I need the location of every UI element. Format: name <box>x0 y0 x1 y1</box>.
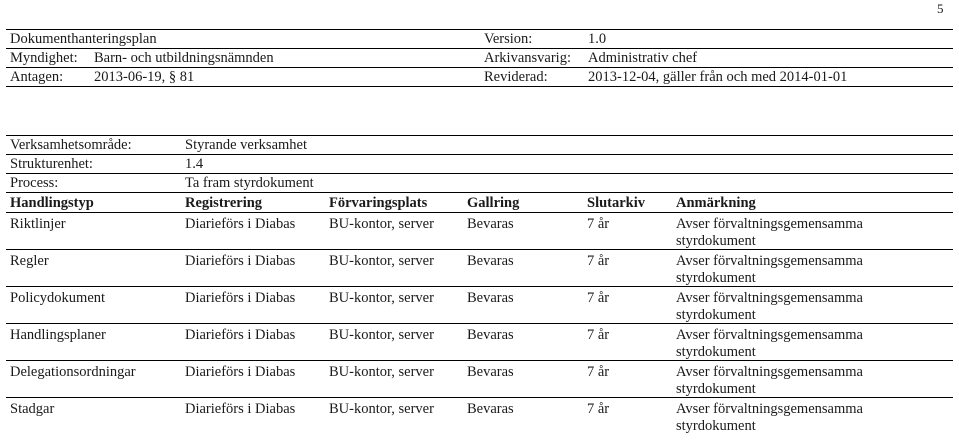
cell-anmarkning-line2: styrdokument <box>676 344 756 360</box>
meta-row-antagen <box>6 68 953 87</box>
info-row-verksamhetsomrade <box>6 135 953 155</box>
cell-handlingstyp: Regler <box>10 253 49 269</box>
cell-forvaringsplats: BU-kontor, server <box>329 364 434 380</box>
table-row <box>6 213 953 250</box>
cell-forvaringsplats: BU-kontor, server <box>329 327 434 343</box>
cell-gallring: Bevaras <box>467 364 514 380</box>
page-number: 5 <box>937 1 944 16</box>
cell-gallring: Bevaras <box>467 216 514 232</box>
cell-registrering: Diarieförs i Diabas <box>185 216 296 232</box>
cell-forvaringsplats: BU-kontor, server <box>329 253 434 269</box>
table-header <box>6 193 953 213</box>
cell-slutarkiv: 7 år <box>587 253 610 269</box>
meta-row-plan <box>6 29 953 49</box>
table-row <box>6 398 953 434</box>
document-meta-table <box>6 29 953 87</box>
cell-anmarkning-line1: Avser förvaltningsgemensamma <box>676 253 863 269</box>
meta-row-myndighet <box>6 49 953 68</box>
table-row <box>6 361 953 398</box>
column-header-anmarkning: Anmärkning <box>676 195 756 211</box>
meta-label-version: Version: <box>484 31 533 47</box>
cell-slutarkiv: 7 år <box>587 216 610 232</box>
cell-registrering: Diarieförs i Diabas <box>185 401 296 417</box>
column-header-registrering: Registrering <box>185 195 263 211</box>
info-row-process <box>6 174 953 193</box>
process-value: Ta fram styrdokument <box>185 175 314 191</box>
meta-value-antagen: 2013-06-19, § 81 <box>94 69 195 85</box>
cell-gallring: Bevaras <box>467 290 514 306</box>
strukturenhet-value: 1.4 <box>185 156 204 172</box>
records-table <box>6 135 953 434</box>
cell-slutarkiv: 7 år <box>587 327 610 343</box>
cell-anmarkning-line1: Avser förvaltningsgemensamma <box>676 290 863 306</box>
cell-anmarkning-line2: styrdokument <box>676 307 756 323</box>
meta-value-reviderad: 2013-12-04, gäller från och med 2014-01-01 <box>588 69 848 85</box>
cell-gallring: Bevaras <box>467 253 514 269</box>
cell-anmarkning-line2: styrdokument <box>676 233 756 249</box>
cell-registrering: Diarieförs i Diabas <box>185 253 296 269</box>
verksamhetsomrade-value: Styrande verksamhet <box>185 137 308 153</box>
cell-anmarkning-line1: Avser förvaltningsgemensamma <box>676 216 863 232</box>
cell-handlingstyp: Stadgar <box>10 401 55 417</box>
cell-anmarkning-line2: styrdokument <box>676 270 756 286</box>
table-row <box>6 250 953 287</box>
meta-label-myndighet: Myndighet: <box>10 50 78 66</box>
meta-value-arkivansvarig: Administrativ chef <box>588 50 698 66</box>
cell-anmarkning-line1: Avser förvaltningsgemensamma <box>676 327 863 343</box>
meta-value-version: 1.0 <box>588 31 607 47</box>
meta-label-arkivansvarig: Arkivansvarig: <box>484 50 571 66</box>
cell-registrering: Diarieförs i Diabas <box>185 364 296 380</box>
meta-label-antagen: Antagen: <box>10 69 64 85</box>
cell-forvaringsplats: BU-kontor, server <box>329 290 434 306</box>
cell-registrering: Diarieförs i Diabas <box>185 290 296 306</box>
cell-gallring: Bevaras <box>467 327 514 343</box>
table-row <box>6 324 953 361</box>
column-header-slutarkiv: Slutarkiv <box>587 195 646 211</box>
cell-handlingstyp: Riktlinjer <box>10 216 66 232</box>
cell-slutarkiv: 7 år <box>587 290 610 306</box>
strukturenhet-label: Strukturenhet: <box>10 156 93 172</box>
cell-handlingstyp: Handlingsplaner <box>10 327 106 343</box>
cell-forvaringsplats: BU-kontor, server <box>329 401 434 417</box>
cell-handlingstyp: Delegationsordningar <box>10 364 136 380</box>
cell-slutarkiv: 7 år <box>587 401 610 417</box>
cell-slutarkiv: 7 år <box>587 364 610 380</box>
column-header-handlingstyp: Handlingstyp <box>10 195 94 211</box>
cell-forvaringsplats: BU-kontor, server <box>329 216 434 232</box>
column-header-gallring: Gallring <box>467 195 520 211</box>
verksamhetsomrade-label: Verksamhetsområde: <box>10 137 132 153</box>
column-header-forvaringsplats: Förvaringsplats <box>329 195 428 211</box>
cell-handlingstyp: Policydokument <box>10 290 106 306</box>
table-row <box>6 287 953 324</box>
meta-label-plan: Dokumenthanteringsplan <box>10 31 157 47</box>
cell-registrering: Diarieförs i Diabas <box>185 327 296 343</box>
cell-anmarkning-line1: Avser förvaltningsgemensamma <box>676 364 863 380</box>
info-row-strukturenhet <box>6 155 953 174</box>
cell-anmarkning-line2: styrdokument <box>676 381 756 397</box>
process-label: Process: <box>10 175 59 191</box>
cell-gallring: Bevaras <box>467 401 514 417</box>
meta-label-reviderad: Reviderad: <box>484 69 548 85</box>
meta-value-myndighet: Barn- och utbildningsnämnden <box>94 50 274 66</box>
cell-anmarkning-line2: styrdokument <box>676 418 756 434</box>
cell-anmarkning-line1: Avser förvaltningsgemensamma <box>676 401 863 417</box>
